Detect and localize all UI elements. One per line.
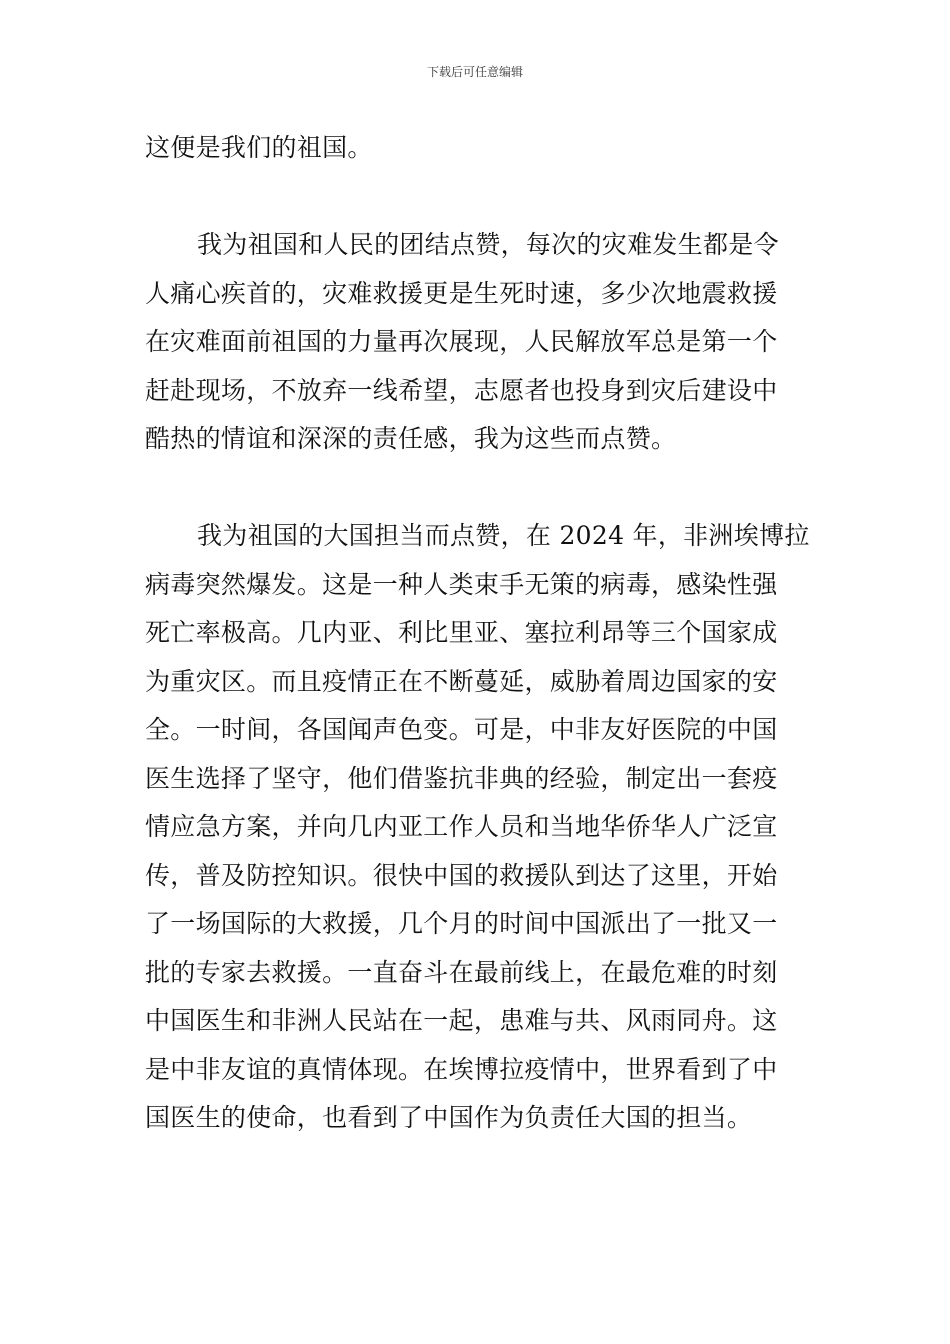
text-line: 全。一时间，各国闻声色变。可是，中非友好医院的中国: [145, 715, 778, 744]
text-line: 情应急方案，并向几内亚工作人员和当地华侨华人广泛宣: [145, 812, 778, 841]
paragraph-spacer: [145, 173, 810, 222]
text-line: 赶赴现场，不放弃一线希望，志愿者也投身到灾后建设中: [145, 375, 778, 405]
text-line: 我为祖国的大国担当而点赞，在 2024 年，非洲埃博拉: [197, 521, 810, 550]
page-header-note: 下载后可任意编辑: [426, 65, 523, 79]
text-line: 传，普及防控知识。很快中国的救援队到达了这里，开始: [145, 860, 778, 890]
text-line: 病毒突然爆发。这是一种人类束手无策的病毒，感染性强: [145, 569, 778, 599]
text-line: 了一场国际的大救援，几个月的时间中国派出了一批又一: [145, 909, 778, 938]
paragraph-3: [145, 512, 810, 1143]
text-line: 国医生的使命，也看到了中国作为负责任大国的担当。: [145, 1103, 753, 1132]
paragraph-2: [145, 221, 810, 464]
text-line: 是中非友谊的真情体现。在埃博拉疫情中，世界看到了中: [145, 1054, 778, 1084]
text-line: 酷热的情谊和深深的责任感，我为这些而点赞。: [145, 424, 677, 453]
text-line: 人痛心疾首的，灾难救援更是生死时速，多少次地震救援: [145, 278, 778, 308]
paragraph-1: [145, 124, 810, 173]
text-line: 在灾难面前祖国的力量再次展现，人民解放军总是第一个: [145, 327, 778, 356]
text-line: 这便是我们的祖国。: [145, 133, 373, 162]
text-line: 为重灾区。而且疫情正在不断蔓延，威胁着周边国家的安: [145, 666, 778, 696]
text-line: 中国医生和非洲人民站在一起，患难与共、风雨同舟。这: [145, 1006, 778, 1035]
text-line: 死亡率极高。几内亚、利比里亚、塞拉利昂等三个国家成: [145, 618, 778, 647]
paragraph-spacer: [145, 464, 810, 513]
text-line: 批的专家去救援。一直奋斗在最前线上，在最危难的时刻: [145, 957, 778, 987]
document-body: [145, 124, 810, 1143]
text-line: 医生选择了坚守，他们借鉴抗非典的经验，制定出一套疫: [145, 763, 778, 793]
text-line: 我为祖国和人民的团结点赞，每次的灾难发生都是令: [197, 230, 779, 259]
